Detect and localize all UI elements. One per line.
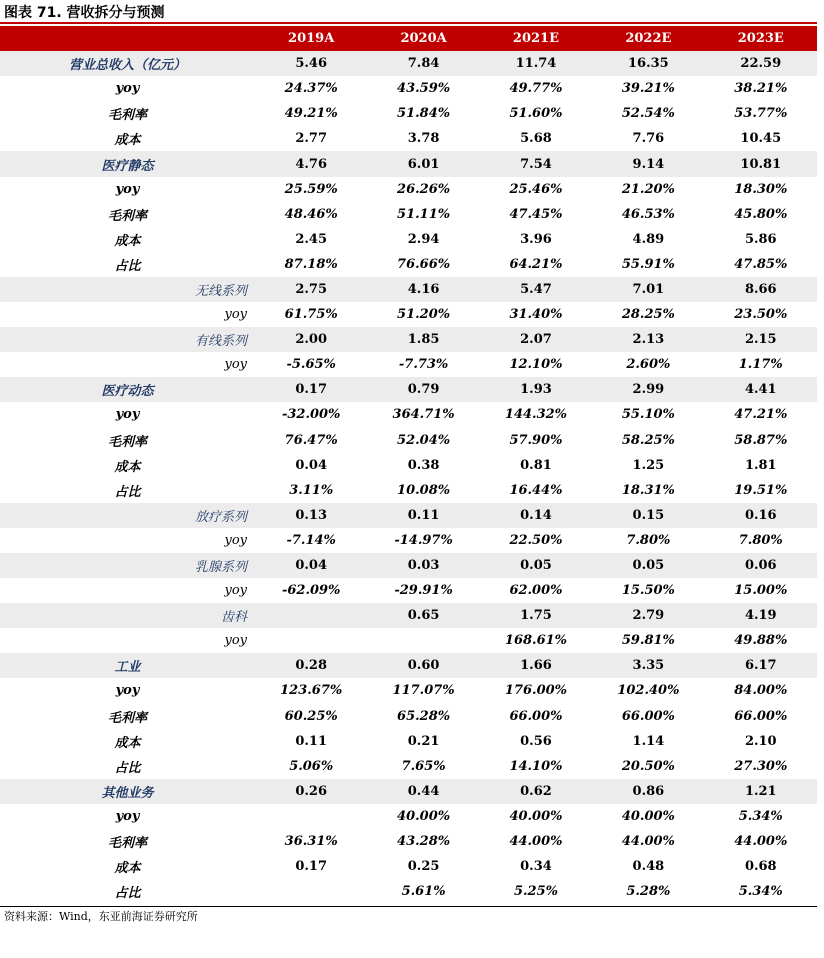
- value-cell: 51.84%: [397, 106, 451, 122]
- table-row: [0, 51, 817, 76]
- value-cell: 0.60: [367, 653, 479, 678]
- value-cell: 0.17: [295, 859, 328, 875]
- table-row: [0, 252, 817, 277]
- value-cell: 3.78: [407, 131, 440, 147]
- value-cell: 1.81: [744, 457, 777, 473]
- value-cell: 24.37%: [284, 81, 338, 97]
- row-label: yoy: [224, 633, 247, 649]
- value-cell: 52.54%: [621, 106, 675, 122]
- value-cell: 0.56: [520, 733, 552, 749]
- value-cell: 51.11%: [397, 206, 451, 222]
- value-cell: 0.16: [705, 503, 817, 528]
- value-cell: 44.00%: [621, 834, 675, 850]
- value-cell: 43.28%: [397, 834, 451, 850]
- table-row: [0, 327, 817, 352]
- value-cell: 23.50%: [734, 307, 788, 323]
- row-label: 乳腺系列: [0, 553, 255, 578]
- table-row: [0, 101, 817, 126]
- value-cell: 40.00%: [621, 808, 675, 824]
- row-label: yoy: [115, 808, 140, 824]
- value-cell: 52.04%: [397, 432, 451, 448]
- column-header: 2021E: [480, 26, 592, 51]
- value-cell: 2.45: [295, 231, 328, 247]
- column-header: 2023E: [705, 26, 817, 51]
- value-cell: 0.11: [367, 503, 479, 528]
- value-cell: 36.31%: [284, 834, 338, 850]
- value-cell: 2.75: [255, 277, 367, 302]
- row-label: yoy: [115, 181, 140, 197]
- value-cell: 58.87%: [734, 432, 788, 448]
- table-row: [0, 428, 817, 453]
- table-row: [0, 453, 817, 478]
- value-cell: 66.00%: [509, 708, 563, 724]
- value-cell: 44.00%: [509, 834, 563, 850]
- row-label: 成本: [114, 233, 141, 249]
- value-cell: 25.46%: [509, 181, 563, 197]
- value-cell: 84.00%: [734, 683, 788, 699]
- table-row: [0, 879, 817, 904]
- value-cell: 1.25: [632, 457, 665, 473]
- value-cell: 7.65%: [401, 758, 446, 774]
- value-cell: 46.53%: [621, 206, 675, 222]
- value-cell: 0.04: [255, 553, 367, 578]
- table-row: [0, 528, 817, 553]
- table-row: [0, 227, 817, 252]
- value-cell: 45.80%: [734, 206, 788, 222]
- value-cell: 49.21%: [284, 106, 338, 122]
- header-label-cell: [0, 26, 255, 51]
- value-cell: 5.68: [520, 131, 552, 147]
- value-cell: 76.66%: [397, 256, 451, 272]
- value-cell: 7.01: [592, 277, 704, 302]
- value-cell: 117.07%: [392, 683, 455, 699]
- value-cell: 59.81%: [621, 633, 675, 649]
- value-cell: 0.44: [367, 779, 479, 804]
- value-cell: 22.59: [705, 51, 817, 76]
- value-cell: 16.44%: [509, 482, 563, 498]
- value-cell: 4.41: [705, 377, 817, 402]
- value-cell: 1.14: [632, 733, 665, 749]
- row-label: 占比: [114, 484, 141, 500]
- table-row: [0, 653, 817, 678]
- value-cell: 3.96: [520, 231, 552, 247]
- value-cell: 0.06: [705, 553, 817, 578]
- value-cell: 0.38: [407, 457, 440, 473]
- table-row: [0, 76, 817, 101]
- value-cell: 0.26: [255, 779, 367, 804]
- value-cell: 6.01: [367, 151, 479, 176]
- value-cell: 2.79: [592, 603, 704, 628]
- value-cell: 0.34: [520, 859, 552, 875]
- table-row: [0, 603, 817, 628]
- value-cell: 7.80%: [738, 532, 783, 548]
- value-cell: 4.19: [705, 603, 817, 628]
- value-cell: 20.50%: [621, 758, 675, 774]
- table-row: [0, 804, 817, 829]
- table-row: [0, 302, 817, 327]
- value-cell: 1.93: [480, 377, 592, 402]
- table-row: [0, 829, 817, 854]
- value-cell: 21.20%: [621, 181, 675, 197]
- value-cell: 47.85%: [734, 256, 788, 272]
- value-cell: 14.10%: [509, 758, 563, 774]
- value-cell: 0.86: [592, 779, 704, 804]
- revenue-table: [0, 26, 817, 904]
- source-note: 资料来源：Wind，东亚前海证券研究所: [4, 910, 198, 923]
- value-cell: 5.28%: [626, 884, 671, 900]
- row-label: yoy: [224, 583, 247, 599]
- column-header: 2022E: [592, 26, 704, 51]
- value-cell: 2.99: [592, 377, 704, 402]
- table-body: [0, 51, 817, 904]
- table-row: [0, 754, 817, 779]
- value-cell: 4.16: [367, 277, 479, 302]
- value-cell: [255, 603, 367, 628]
- value-cell: 5.47: [480, 277, 592, 302]
- value-cell: 123.67%: [280, 683, 343, 699]
- value-cell: -29.91%: [394, 583, 453, 599]
- value-cell: 65.28%: [397, 708, 451, 724]
- value-cell: 43.59%: [397, 81, 451, 97]
- value-cell: 28.25%: [621, 307, 675, 323]
- table-row: [0, 678, 817, 703]
- value-cell: 61.75%: [284, 307, 338, 323]
- value-cell: 38.21%: [734, 81, 788, 97]
- value-cell: 47.21%: [734, 407, 788, 423]
- table-row: [0, 377, 817, 402]
- value-cell: 12.10%: [509, 357, 563, 373]
- value-cell: 144.32%: [504, 407, 568, 423]
- value-cell: 55.10%: [621, 407, 675, 423]
- table-row: [0, 277, 817, 302]
- table-row: [0, 352, 817, 377]
- table-row: [0, 704, 817, 729]
- value-cell: 0.48: [632, 859, 665, 875]
- value-cell: 51.20%: [397, 307, 451, 323]
- table-row: [0, 177, 817, 202]
- value-cell: 168.61%: [504, 633, 568, 649]
- value-cell: [367, 628, 479, 653]
- value-cell: 40.00%: [509, 808, 563, 824]
- value-cell: 8.66: [705, 277, 817, 302]
- value-cell: 0.65: [367, 603, 479, 628]
- value-cell: 76.47%: [284, 432, 338, 448]
- value-cell: 7.54: [480, 151, 592, 176]
- value-cell: 7.80%: [626, 532, 671, 548]
- row-label: 占比: [114, 258, 141, 274]
- table-row: [0, 202, 817, 227]
- value-cell: 2.15: [705, 327, 817, 352]
- table-row: [0, 729, 817, 754]
- row-label: 毛利率: [107, 710, 147, 726]
- value-cell: 0.05: [480, 553, 592, 578]
- value-cell: 6.17: [705, 653, 817, 678]
- row-label: 其他业务: [0, 779, 255, 804]
- value-cell: 58.25%: [621, 432, 675, 448]
- value-cell: 0.62: [480, 779, 592, 804]
- value-cell: 5.86: [744, 231, 777, 247]
- value-cell: 10.45: [740, 131, 782, 147]
- value-cell: 0.14: [480, 503, 592, 528]
- value-cell: 49.77%: [509, 81, 563, 97]
- value-cell: 0.21: [407, 733, 440, 749]
- value-cell: 53.77%: [734, 106, 788, 122]
- table-row: [0, 628, 817, 653]
- value-cell: 0.13: [255, 503, 367, 528]
- value-cell: 27.30%: [734, 758, 788, 774]
- value-cell: 2.77: [295, 131, 328, 147]
- value-cell: -5.65%: [286, 357, 336, 373]
- table-row: [0, 854, 817, 879]
- table-row: [0, 402, 817, 427]
- value-cell: 0.03: [367, 553, 479, 578]
- value-cell: 10.81: [705, 151, 817, 176]
- table-row: [0, 503, 817, 528]
- value-cell: 60.25%: [284, 708, 338, 724]
- bottom-rule: [0, 906, 817, 907]
- row-label: yoy: [115, 81, 140, 97]
- value-cell: 16.35: [592, 51, 704, 76]
- value-cell: 39.21%: [621, 81, 675, 97]
- value-cell: 3.35: [592, 653, 704, 678]
- value-cell: 5.61%: [401, 884, 446, 900]
- value-cell: 31.40%: [509, 307, 563, 323]
- value-cell: 0.79: [367, 377, 479, 402]
- value-cell: 25.59%: [284, 181, 338, 197]
- row-label: yoy: [115, 683, 140, 699]
- value-cell: 176.00%: [504, 683, 568, 699]
- value-cell: 5.06%: [289, 758, 334, 774]
- value-cell: 26.26%: [397, 181, 451, 197]
- row-label: yoy: [224, 532, 247, 548]
- row-label: 成本: [114, 861, 141, 877]
- row-label: 无线系列: [0, 277, 255, 302]
- value-cell: 49.88%: [734, 633, 788, 649]
- value-cell: 62.00%: [509, 583, 563, 599]
- value-cell: 0.68: [744, 859, 777, 875]
- value-cell: 18.30%: [734, 181, 788, 197]
- value-cell: 19.51%: [734, 482, 788, 498]
- value-cell: 0.11: [295, 733, 328, 749]
- row-label: 毛利率: [107, 208, 147, 224]
- row-label: 成本: [114, 133, 141, 149]
- value-cell: -7.14%: [286, 532, 336, 548]
- value-cell: -7.73%: [398, 357, 449, 373]
- value-cell: 0.05: [592, 553, 704, 578]
- value-cell: 102.40%: [617, 683, 680, 699]
- row-label: 齿科: [0, 603, 255, 628]
- value-cell: 44.00%: [734, 834, 788, 850]
- row-label: 成本: [114, 735, 141, 751]
- row-label: 营业总收入（亿元）: [0, 51, 255, 76]
- value-cell: 7.76: [632, 131, 665, 147]
- table-row: [0, 779, 817, 804]
- value-cell: 66.00%: [734, 708, 788, 724]
- value-cell: 5.46: [255, 51, 367, 76]
- header-row: [0, 26, 817, 51]
- value-cell: 48.46%: [284, 206, 338, 222]
- value-cell: 0.04: [295, 457, 328, 473]
- value-cell: 364.71%: [392, 407, 455, 423]
- value-cell: 3.11%: [289, 482, 334, 498]
- value-cell: 87.18%: [284, 256, 338, 272]
- table-row: [0, 151, 817, 176]
- table-row: [0, 126, 817, 151]
- column-header: 2019A: [255, 26, 367, 51]
- value-cell: 9.14: [592, 151, 704, 176]
- value-cell: 1.21: [705, 779, 817, 804]
- value-cell: 2.00: [255, 327, 367, 352]
- row-label: 成本: [114, 459, 141, 475]
- row-label: yoy: [115, 407, 140, 423]
- value-cell: 5.34%: [738, 884, 783, 900]
- table-row: [0, 553, 817, 578]
- title-rule: [0, 22, 817, 24]
- value-cell: 1.85: [367, 327, 479, 352]
- value-cell: 40.00%: [397, 808, 451, 824]
- row-label: 医疗静态: [0, 151, 255, 176]
- value-cell: 64.21%: [509, 256, 563, 272]
- value-cell: 4.76: [255, 151, 367, 176]
- value-cell: 0.25: [407, 859, 440, 875]
- value-cell: 0.15: [592, 503, 704, 528]
- value-cell: 51.60%: [509, 106, 563, 122]
- value-cell: 47.45%: [509, 206, 563, 222]
- value-cell: 10.08%: [397, 482, 451, 498]
- value-cell: 18.31%: [621, 482, 675, 498]
- table-row: [0, 578, 817, 603]
- value-cell: 1.75: [480, 603, 592, 628]
- value-cell: 57.90%: [509, 432, 563, 448]
- value-cell: 4.89: [632, 231, 665, 247]
- value-cell: 2.94: [407, 231, 440, 247]
- row-label: 放疗系列: [0, 503, 255, 528]
- value-cell: 15.50%: [621, 583, 675, 599]
- value-cell: 0.81: [520, 457, 552, 473]
- row-label: 医疗动态: [0, 377, 255, 402]
- value-cell: 1.17%: [738, 357, 783, 373]
- row-label: 毛利率: [107, 108, 147, 124]
- value-cell: 22.50%: [509, 532, 563, 548]
- value-cell: 2.13: [592, 327, 704, 352]
- value-cell: 15.00%: [734, 583, 788, 599]
- row-label: 毛利率: [107, 836, 147, 852]
- row-label: 占比: [114, 886, 141, 902]
- value-cell: 11.74: [480, 51, 592, 76]
- value-cell: 55.91%: [621, 256, 675, 272]
- value-cell: 0.17: [255, 377, 367, 402]
- value-cell: 5.34%: [738, 808, 783, 824]
- value-cell: -32.00%: [281, 407, 341, 423]
- row-label: yoy: [224, 307, 247, 323]
- row-label: 工业: [0, 653, 255, 678]
- row-label: 毛利率: [107, 434, 147, 450]
- row-label: 占比: [114, 760, 141, 776]
- value-cell: -14.97%: [394, 532, 453, 548]
- value-cell: 0.28: [255, 653, 367, 678]
- value-cell: 66.00%: [621, 708, 675, 724]
- value-cell: 2.60%: [626, 357, 671, 373]
- value-cell: -62.09%: [281, 583, 341, 599]
- row-label: yoy: [224, 357, 247, 373]
- value-cell: 1.66: [480, 653, 592, 678]
- value-cell: 2.10: [744, 733, 777, 749]
- value-cell: 5.25%: [513, 884, 558, 900]
- figure-title: 图表 71. 营收拆分与预测: [4, 5, 165, 21]
- value-cell: 7.84: [367, 51, 479, 76]
- value-cell: [255, 628, 367, 653]
- value-cell: [255, 804, 367, 829]
- column-header: 2020A: [367, 26, 479, 51]
- row-label: 有线系列: [0, 327, 255, 352]
- table-row: [0, 478, 817, 503]
- value-cell: [255, 879, 367, 904]
- value-cell: 2.07: [480, 327, 592, 352]
